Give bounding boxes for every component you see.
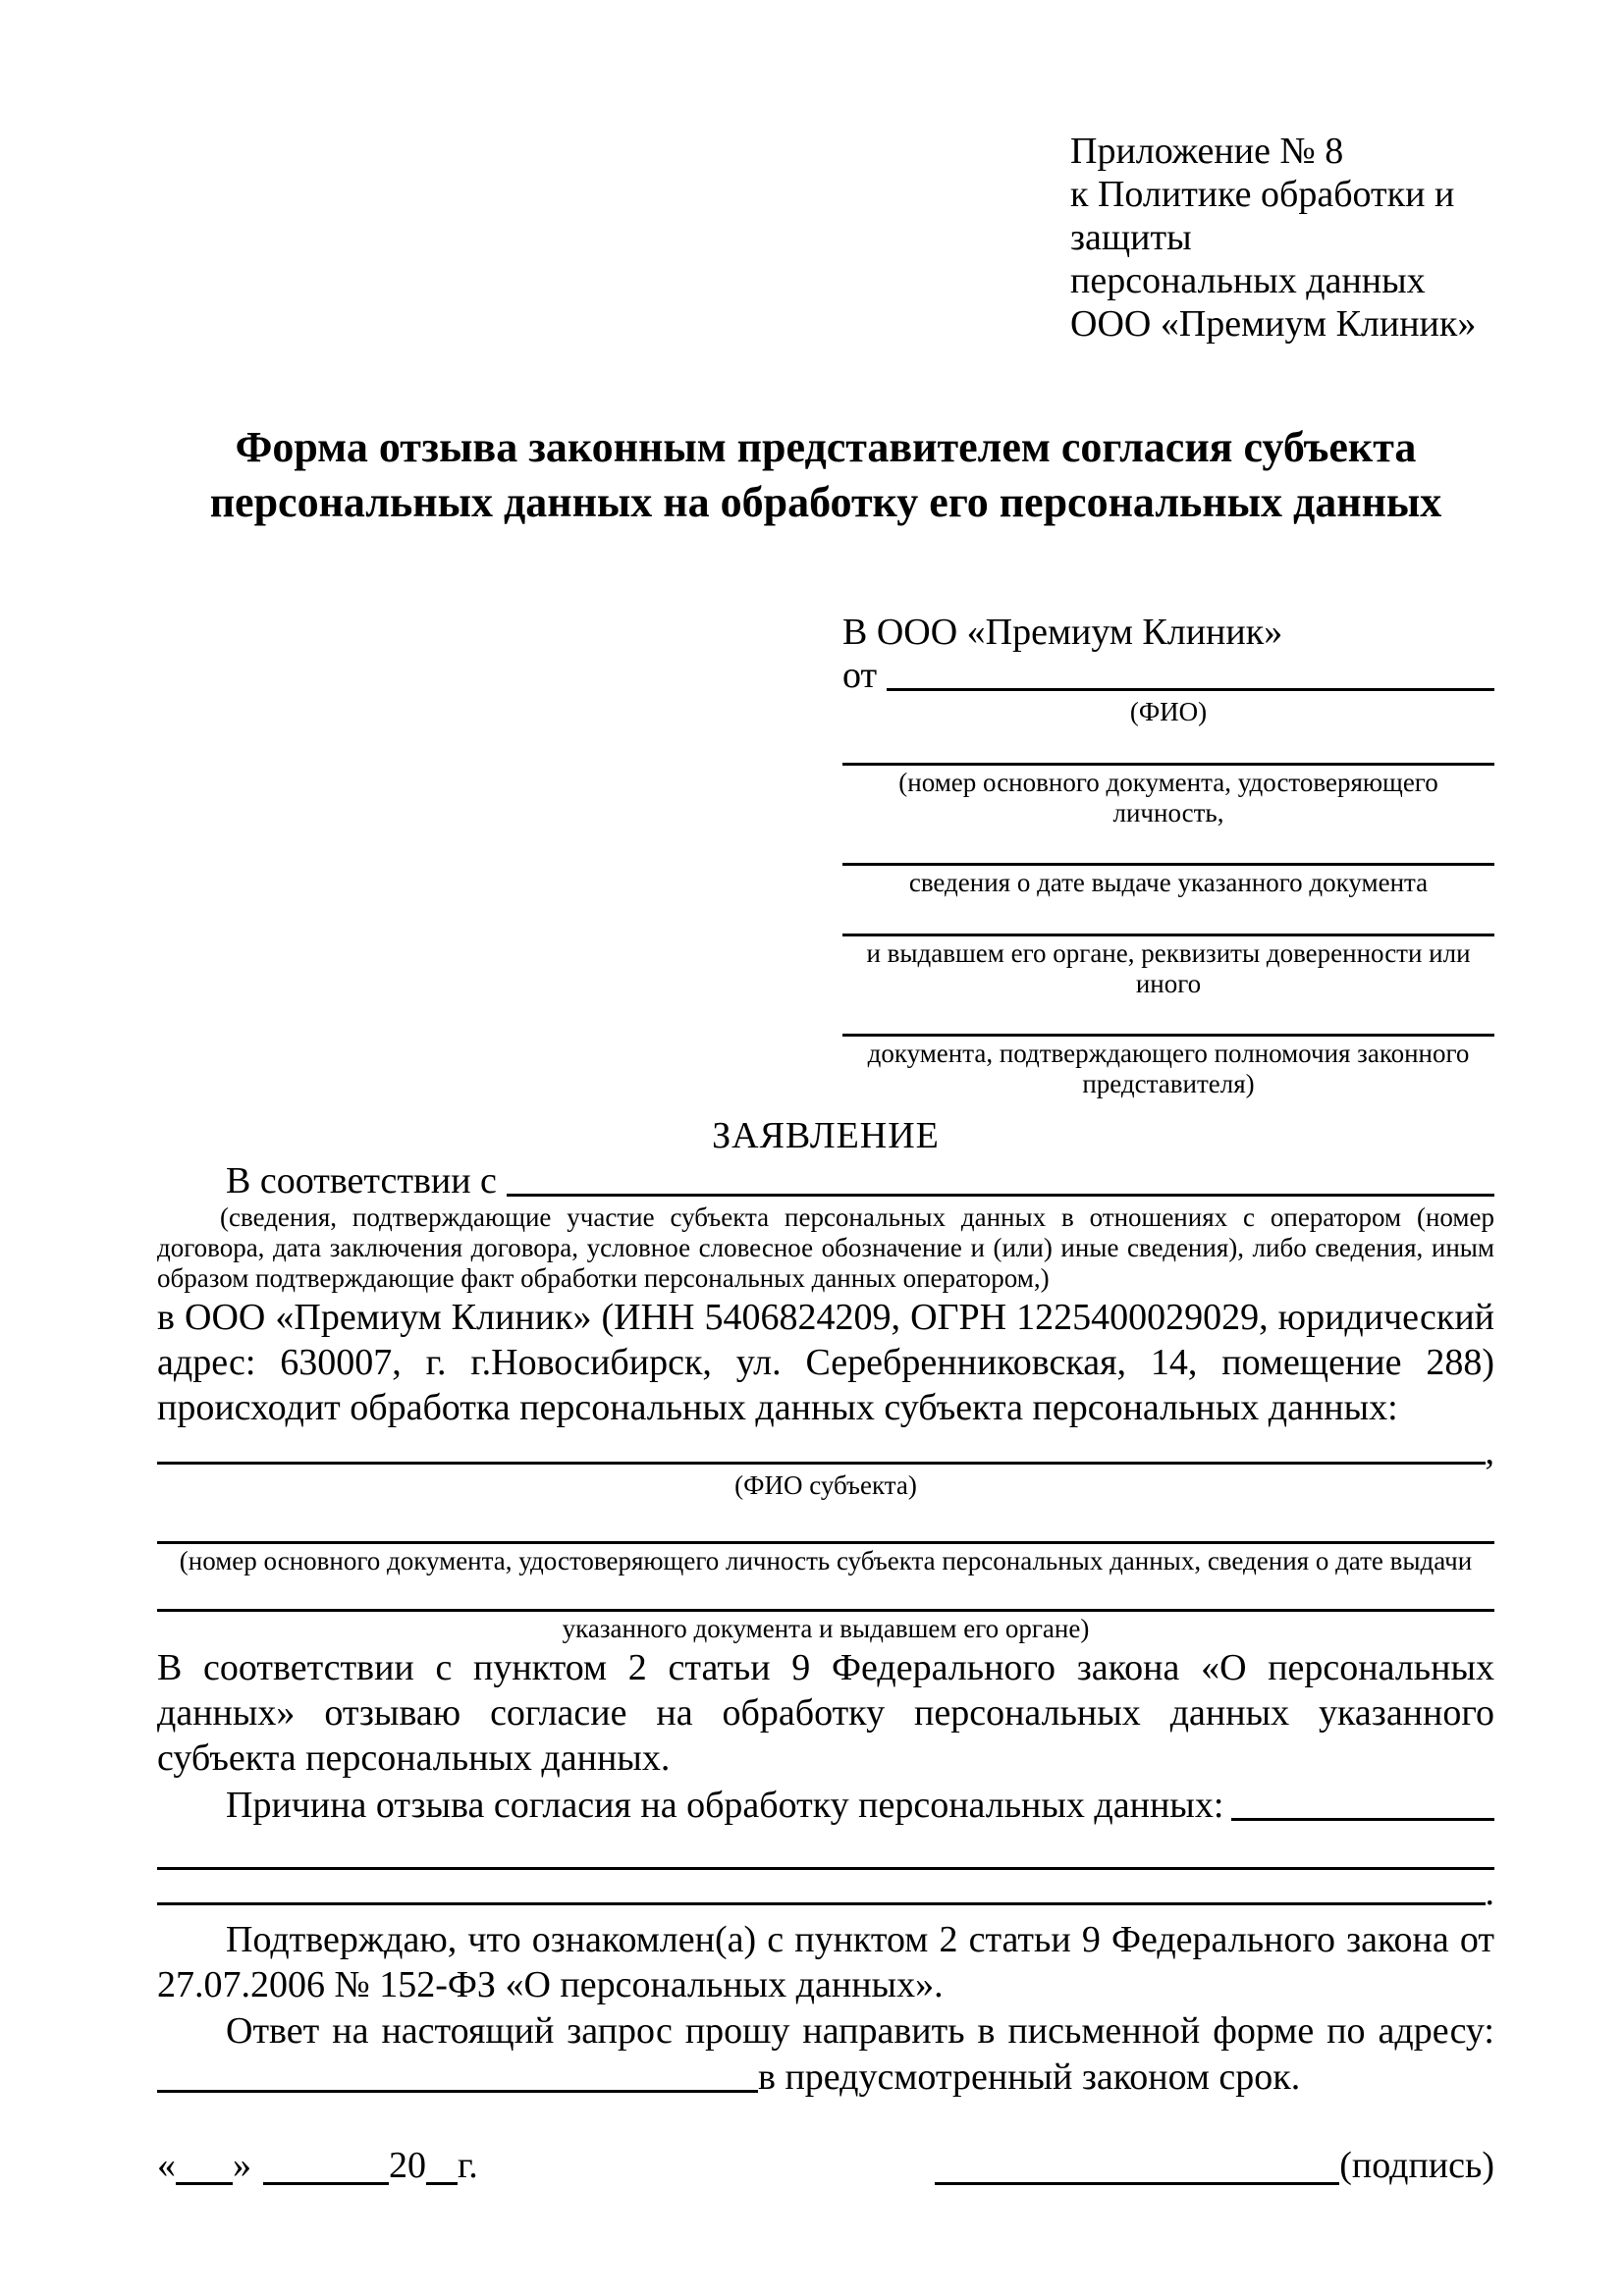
document-number-caption: (номер основного документа, удостоверяющего личность, (898, 767, 1438, 828)
appendix-line: к Политике обработки и защиты (1070, 174, 1455, 259)
blank-line-reason-2 (157, 1827, 1494, 1870)
from-label: от (842, 655, 878, 697)
trailing-comma: , (1485, 1430, 1494, 1472)
blank-line-issue-date (842, 828, 1494, 866)
blank-line-subject-document (157, 1501, 1494, 1544)
footer (157, 2144, 1494, 2187)
appendix-block (1070, 130, 1494, 346)
year-prefix: 20 (389, 2144, 426, 2186)
blank-line-consent-basis (507, 1194, 1494, 1197)
withdrawal-paragraph: В соответствии с пунктом 2 статьи 9 Федерального закона «О персональных данных» отзываю согласие на обработку персональных данных указанного субъекта персональных данных. (157, 1646, 1494, 1780)
blank-line-signature (935, 2179, 1339, 2185)
addressee-block (842, 611, 1494, 1100)
addressee-organization: В ООО «Премиум Клиник» (842, 612, 1283, 654)
blank-line-reply-address (157, 2090, 758, 2093)
representative-authority-caption: документа, подтверждающего полномочия законного представителя) (867, 1039, 1470, 1099)
appendix-line: ООО «Премиум Клиник» (1070, 303, 1477, 346)
blank-line-representative-fio (887, 688, 1494, 691)
issuing-authority-caption: и выдавшем его органе, реквизиты доверенности или иного (866, 937, 1471, 998)
reason-prefix: Причина отзыва согласия на обработку персональных данных: (226, 1784, 1224, 1826)
trailing-period: . (1485, 1871, 1494, 1913)
reply-suffix: в предусмотренный законом срок. (758, 2056, 1301, 2098)
operator-paragraph: в ООО «Премиум Клиник» (ИНН 5406824209, ОГРН 1225400029029, юридический адрес: 630007, г. г.Новосибирск, ул. Серебренниковская, 14, помещение 288) происходит обработка персональных данных субъекта персональных данных: (157, 1296, 1494, 1429)
confirm-paragraph: Подтверждаю, что ознакомлен(а) с пунктом 2 статьи 9 Федерального закона от 27.07.2006 № 152-ФЗ «О персональных данных». (157, 1918, 1494, 2006)
issue-date-caption: сведения о дате выдаче указанного документа (908, 868, 1429, 898)
reason-end-row (157, 1872, 1494, 1911)
document-title (157, 420, 1494, 530)
subject-fio-row (157, 1431, 1494, 1470)
subject-fio-caption: (ФИО субъекта) (734, 1469, 917, 1500)
reply-address-row (157, 2056, 1494, 2099)
signature-field (935, 2144, 1494, 2187)
reply-paragraph: Ответ на настоящий запрос прошу направить в письменной форме по адресу: (226, 2009, 1494, 2052)
blank-line-document-number (842, 728, 1494, 766)
blank-line-reason-3 (157, 1902, 1486, 1905)
blank-year (426, 2179, 458, 2185)
reason-row (157, 1784, 1494, 1827)
fio-caption: (ФИО) (1129, 697, 1208, 727)
blank-line-reason (1231, 1818, 1494, 1821)
blank-day (176, 2179, 233, 2185)
close-quote: » (233, 2144, 251, 2186)
subject-document-caption: (номер основного документа, удостоверяющего личность субъекта персональных данных, сведения о дате выдачи (179, 1546, 1473, 1576)
appendix-line: Приложение № 8 (1070, 131, 1344, 172)
date-field (157, 2144, 478, 2187)
appendix-line: персональных данных (1070, 260, 1426, 302)
blank-line-subject-fio (157, 1462, 1486, 1465)
subject-document-caption-2: указанного документа и выдавшем его органе) (562, 1614, 1090, 1644)
blank-month (263, 2179, 389, 2185)
intro-row (157, 1159, 1494, 1202)
title-line: Форма отзыва законным представителем согласия субъекта (235, 423, 1417, 472)
title-line: персональных данных на обработку его персональных данных (209, 478, 1442, 527)
blank-line-issuing-authority (842, 899, 1494, 936)
open-quote: « (157, 2144, 176, 2186)
statement-heading: ЗАЯВЛЕНИЕ (712, 1114, 940, 1156)
basis-note: (сведения, подтверждающие участие субъекта персональных данных в отношениях с оператором (номер договора, дата заключения договора, условное словесное обозначение и (или) иные сведения), либо сведения, иным образом подтверждающие факт обработки персональных данных оператором,) (157, 1201, 1494, 1294)
addressee-from-row (842, 654, 1494, 697)
blank-line-subject-document-2 (157, 1576, 1494, 1612)
year-suffix: г. (458, 2144, 478, 2186)
intro-prefix: В соответствии с (226, 1159, 497, 1201)
signature-caption: (подпись) (1339, 2144, 1494, 2186)
blank-line-representative-authority (842, 999, 1494, 1037)
